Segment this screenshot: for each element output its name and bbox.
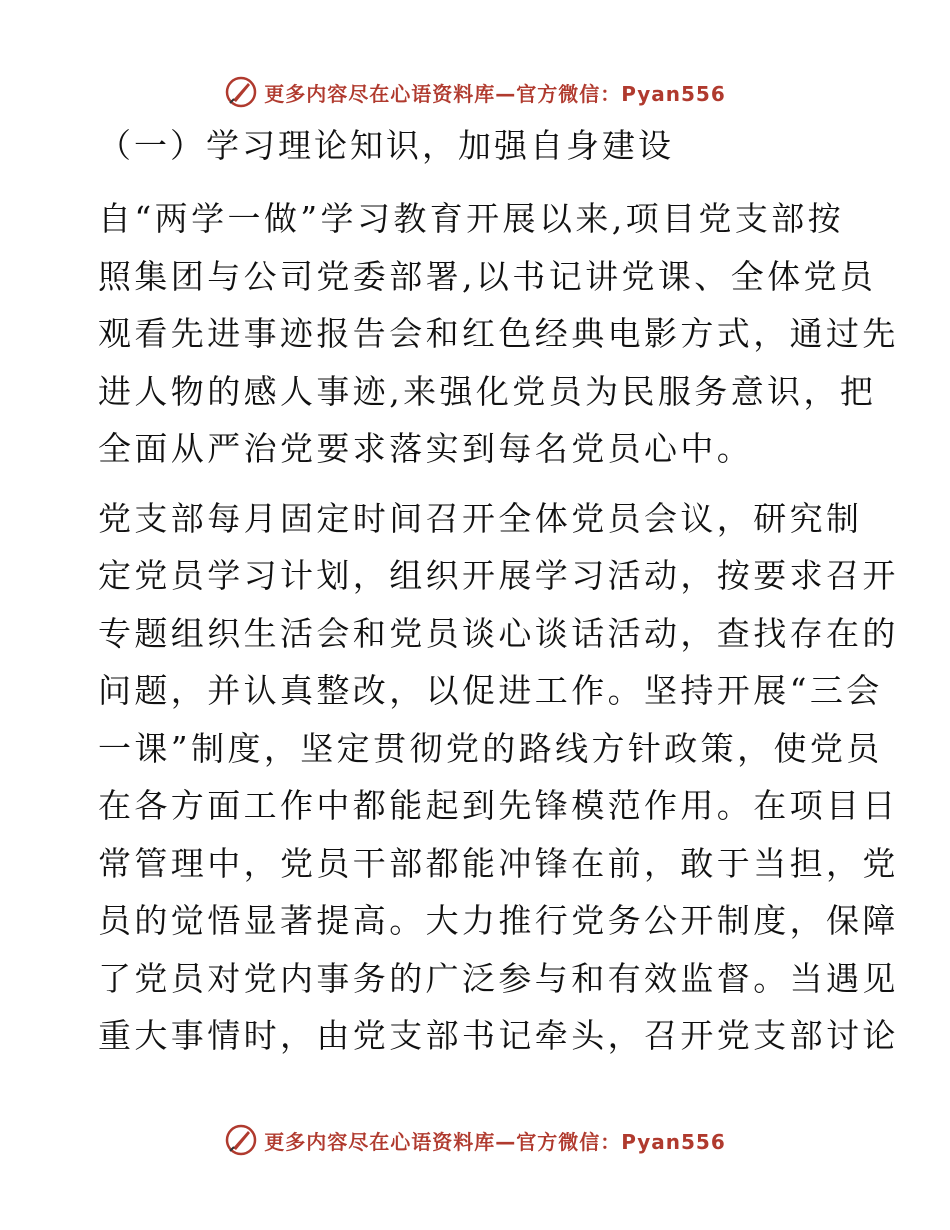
footer-banner-text: 更多内容尽在心语资料库—官方微信：Pyan556 <box>264 1129 726 1154</box>
paragraph-line: 常管理中，党员干部都能冲锋在前，敢于当担，党 <box>98 843 899 883</box>
paragraph-line: 一课”制度，坚定贯彻党的路线方针政策，使党员 <box>98 728 883 768</box>
paragraph-line: 在各方面工作中都能起到先锋模范作用。在项目日 <box>98 786 899 825</box>
paragraph-2 <box>98 490 899 1065</box>
paragraph-line: 党支部每月固定时间召开全体党员会议，研究制 <box>98 498 863 538</box>
paragraph-line: 进人物的感人事迹,来强化党员为民服务意识，把 <box>98 371 877 411</box>
section-heading: （一）学习理论知识，加强自身建设 <box>98 126 674 165</box>
paragraph-line: 照集团与公司党委部署,以书记讲党课、全体党员 <box>98 256 877 296</box>
footer-banner <box>0 1118 950 1162</box>
paragraph-line: 定党员学习计划，组织开展学习活动，按要求召开 <box>98 556 899 595</box>
paragraph-1 <box>98 190 899 478</box>
paragraph-line: 重大事情时，由党支部书记牵头，召开党支部讨论 <box>98 1016 899 1055</box>
paragraph-line: 了党员对党内事务的广泛参与和有效监督。当遇见 <box>98 958 899 998</box>
header-banner <box>0 70 950 114</box>
paragraph-line: 全面从严治党要求落实到每名党员心中。 <box>98 429 754 468</box>
paragraph-line: 员的觉悟显著提高。大力推行党务公开制度，保障 <box>98 901 899 940</box>
quill-pen-logo-icon <box>224 75 258 109</box>
quill-pen-logo-icon <box>224 1123 258 1157</box>
paragraph-line: 自“两学一做”学习教育开展以来,项目党支部按 <box>98 199 845 238</box>
header-banner-text: 更多内容尽在心语资料库—官方微信：Pyan556 <box>264 81 726 106</box>
paragraph-line: 观看先进事迹报告会和红色经典电影方式，通过先 <box>98 314 899 353</box>
paragraph-line: 问题，并认真整改，以促进工作。坚持开展“三会 <box>98 671 883 710</box>
document-body <box>98 120 899 1077</box>
paragraph-line: 专题组织生活会和党员谈心谈话活动，查找存在的 <box>98 613 899 653</box>
